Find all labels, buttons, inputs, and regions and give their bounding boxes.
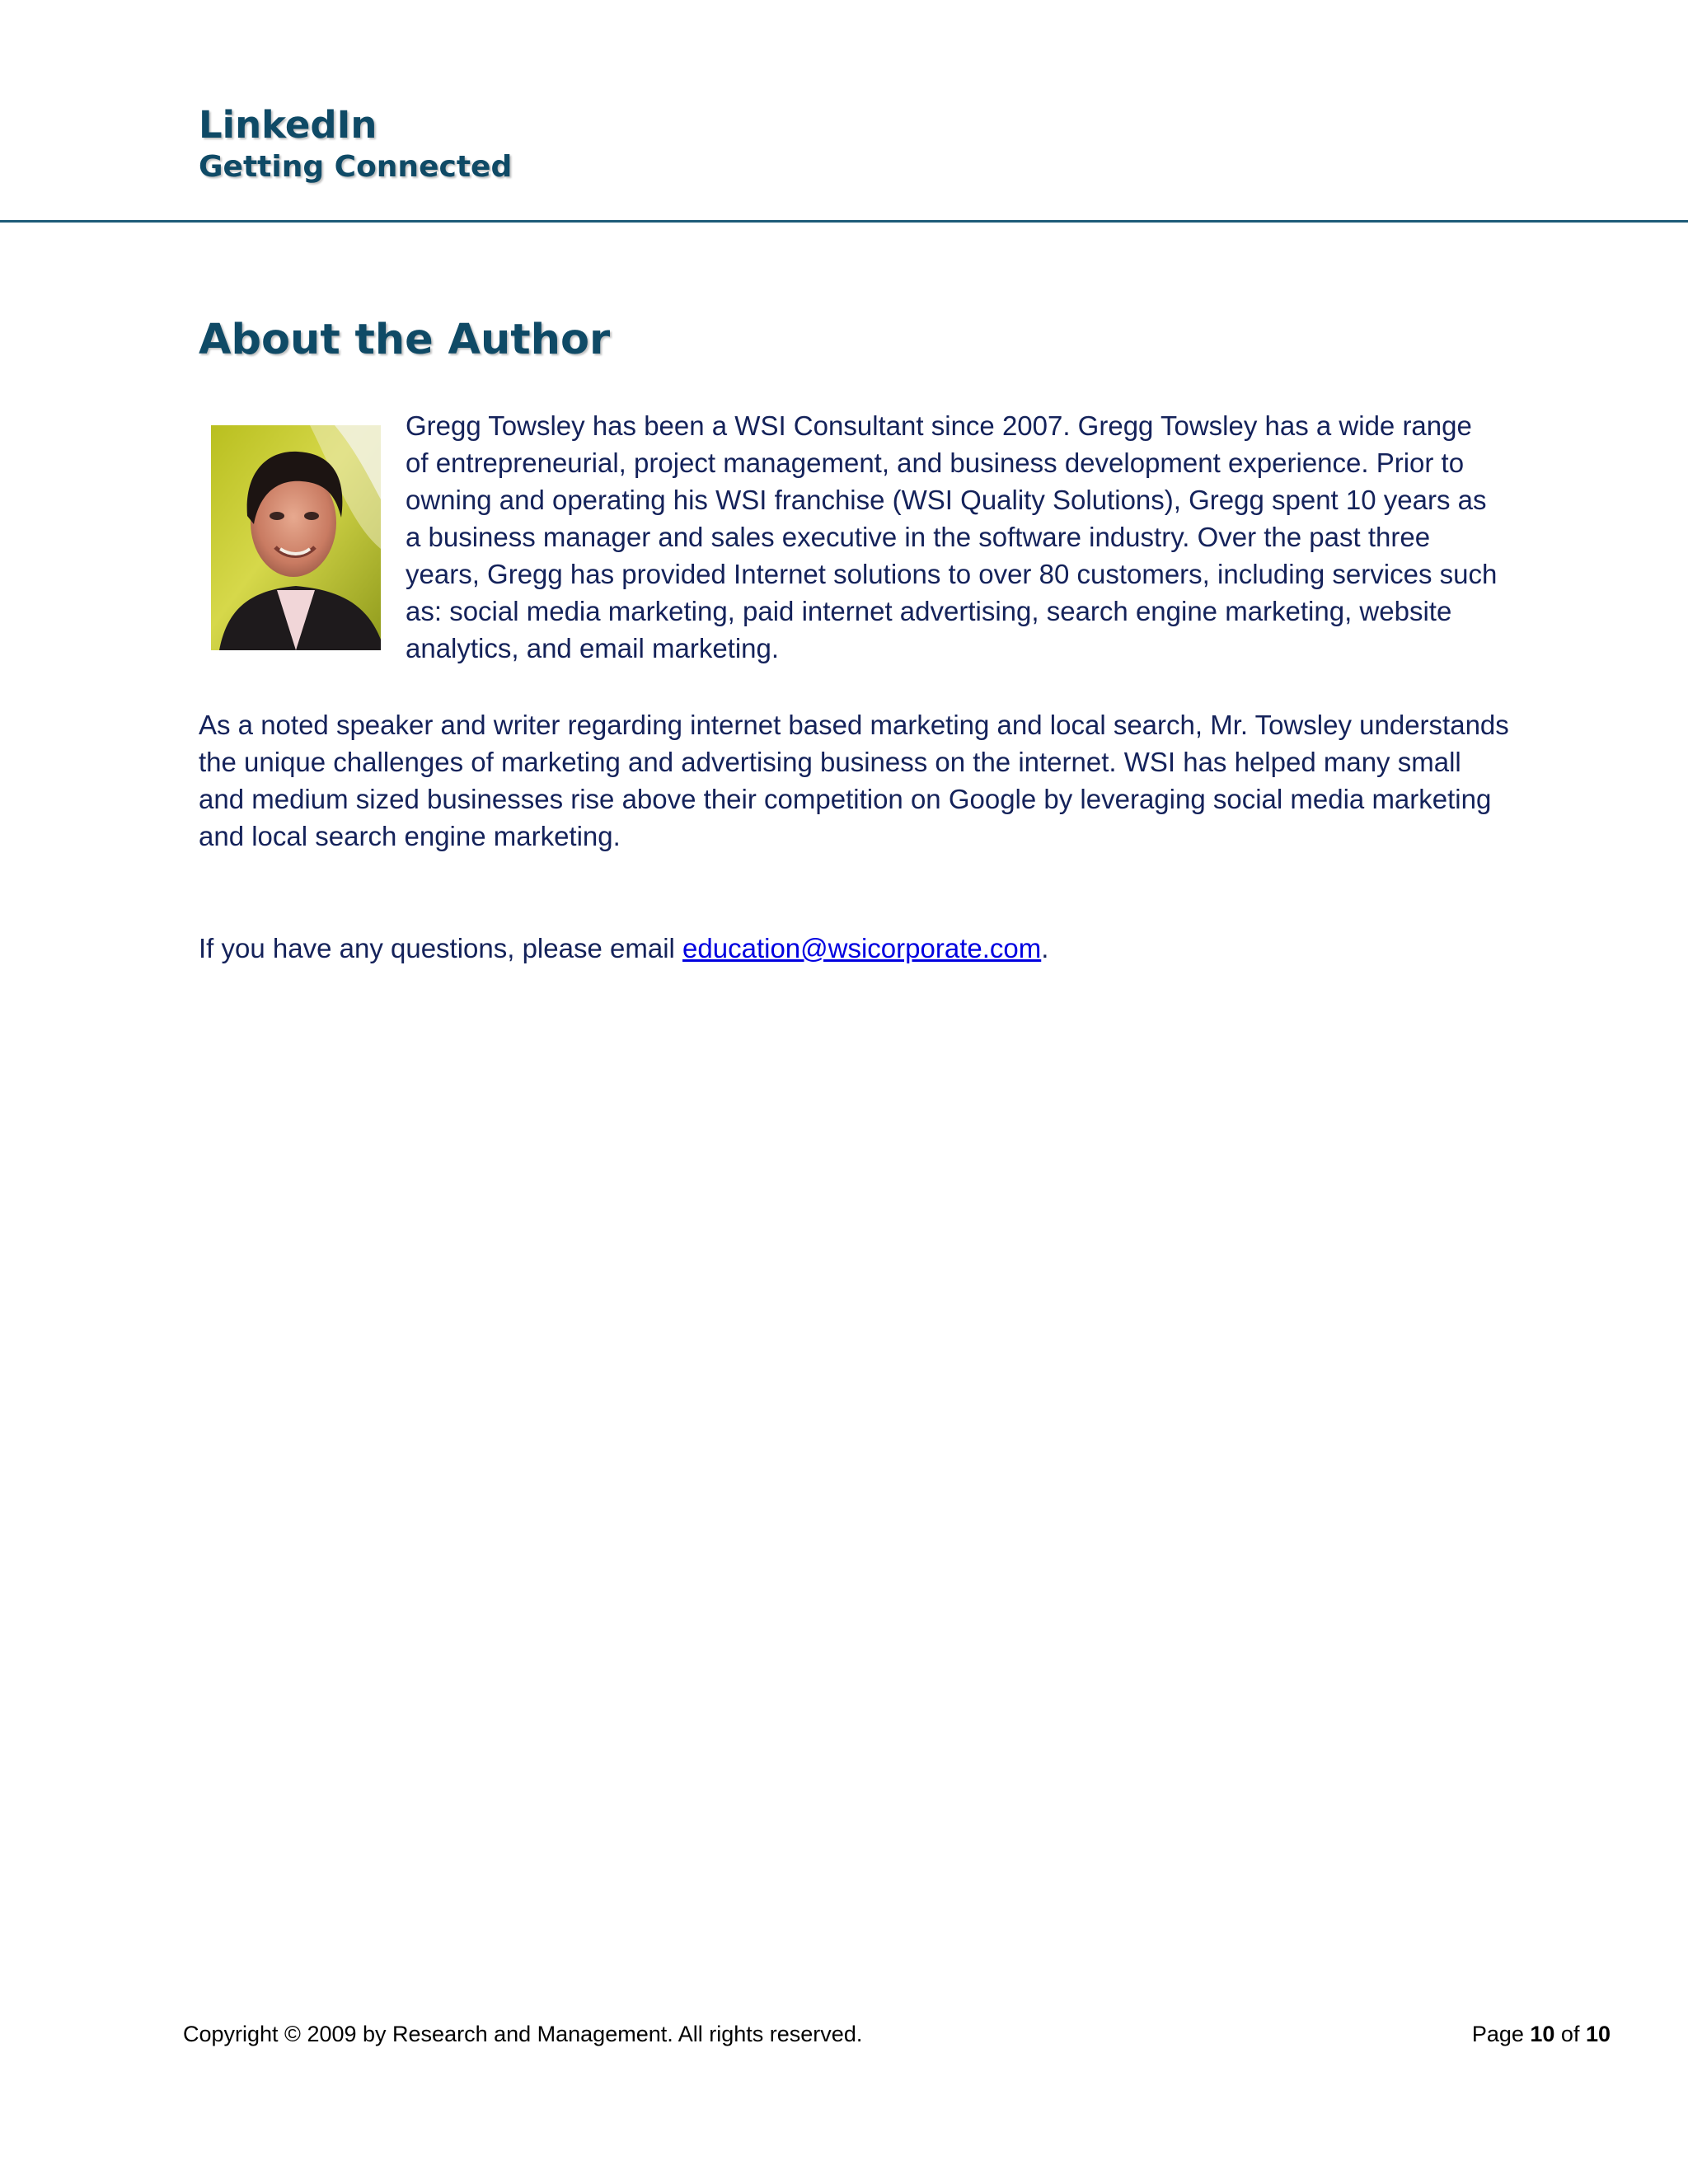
header-title: LinkedIn xyxy=(199,103,377,147)
page-of: of xyxy=(1554,2022,1586,2046)
author-portrait-photo xyxy=(211,425,381,650)
contact-line xyxy=(199,930,1509,967)
footer-copyright: Copyright © 2009 by Research and Management. All rights reserved. xyxy=(183,2022,863,2046)
contact-suffix: . xyxy=(1041,933,1049,963)
contact-prefix: If you have any questions, please email xyxy=(199,933,683,963)
page-total: 10 xyxy=(1585,2022,1611,2046)
contact-email-link[interactable]: education@wsicorporate.com xyxy=(682,933,1042,963)
header-divider xyxy=(0,220,1688,223)
footer-page-number xyxy=(1472,2018,1611,2050)
page-current: 10 xyxy=(1530,2022,1555,2046)
page-label: Page xyxy=(1471,2022,1531,2046)
author-bio-paragraph: Gregg Towsley has been a WSI Consultant since 2007. Gregg Towsley has a wide range of entrepreneurial, project management, and business development experience. Prior to owning and operating his WSI franchise (WSI Quality Solutions), Gregg spent 10 years as a business manager and sales executive in the software industry. Over the past three years, Gregg has provided Internet solutions to over 80 customers, including services such as: social media marketing, paid internet advertising, search engine marketing, website analytics, and email marketing. xyxy=(406,410,1498,663)
section-title: About the Author xyxy=(199,316,611,364)
header-subtitle: Getting Connected xyxy=(199,150,513,184)
document-header xyxy=(199,99,1435,188)
author-speaker-paragraph: As a noted speaker and writer regarding internet based marketing and local search, Mr. Towsley understands the unique challenges of marketing and advertising business on the internet. WSI has helped many small and medium sized businesses rise above their competition on Google by leveraging social media marketing and local search engine marketing. xyxy=(199,710,1509,851)
